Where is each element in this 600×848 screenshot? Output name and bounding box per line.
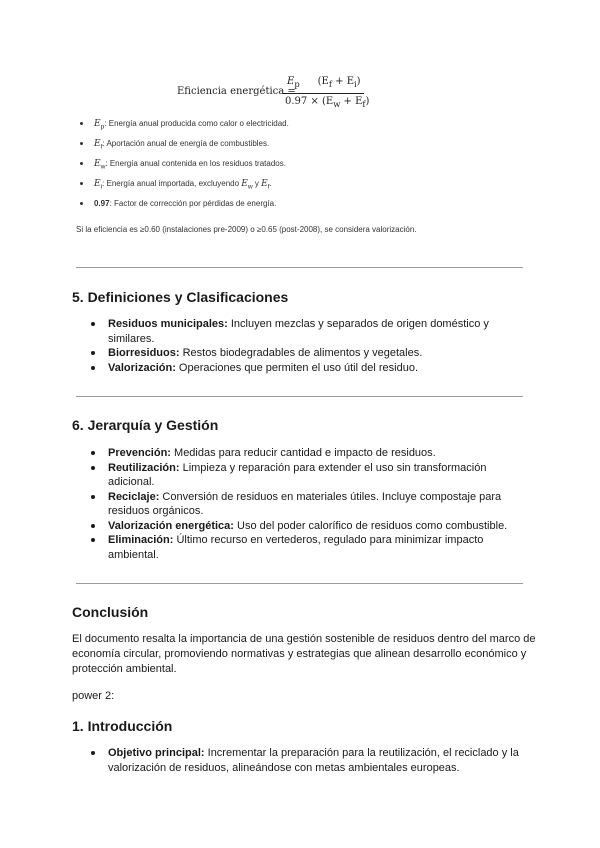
formula-num-b: (E: [317, 76, 329, 87]
item-text: Uso del poder calorífico de residuos como combustible.: [233, 519, 508, 532]
term-text: : Aportación anual de energía de combustibles.: [102, 139, 270, 148]
item-term: Residuos municipales:: [108, 318, 228, 330]
list-item: [0, 533, 600, 562]
item-text: Operaciones que permiten el uso útil del residuo.: [175, 361, 418, 374]
section-6-title: 6. Jerarquía y Gestión: [72, 417, 219, 433]
list-item: [0, 746, 600, 775]
item-term: Valorización:: [108, 361, 176, 374]
term-sub: w: [100, 163, 106, 171]
term-sub: p: [100, 123, 105, 131]
formula-num-c: + E: [331, 76, 354, 87]
term-text: : Energía anual producida como calor o electricidad.: [104, 119, 289, 128]
item-term: Reutilización:: [108, 461, 180, 474]
term-symbol: E: [94, 159, 101, 169]
bullet: [80, 142, 83, 145]
item-term: Objetivo principal:: [108, 747, 205, 759]
list-item: [0, 317, 600, 346]
item-text: Medidas para reducir cantidad e impacto de residuos.: [170, 447, 436, 459]
bullet: [80, 202, 83, 205]
list-item: [0, 461, 600, 490]
formula-den-b: + E: [340, 96, 363, 107]
item-text: Limpieza y reparación para extender el uso sin transformación adicional.: [108, 461, 487, 488]
term-symbol: E: [94, 139, 101, 149]
item-text: Conversión de residuos en materiales útiles. Incluye compostaje para residuos orgánicos.: [108, 490, 502, 517]
bullet: [80, 122, 83, 125]
term-tail-b-sub: f: [267, 183, 270, 191]
formula-den-b-sub: f: [362, 99, 366, 109]
section-1-list: [0, 746, 600, 775]
formula-num-a-sub: p: [294, 79, 300, 89]
list-item: [0, 361, 600, 376]
term-symbol: E: [94, 179, 101, 189]
efficiency-formula: [0, 76, 600, 112]
term-symbol: E: [94, 119, 101, 129]
item-text: Incluyen mezclas y separados de origen doméstico y similares.: [108, 318, 489, 345]
formula-lhs: Eficiencia energética =: [177, 86, 296, 97]
divider: [76, 583, 523, 584]
list-item: [0, 446, 600, 461]
item-term: Eliminación:: [108, 534, 174, 546]
item-term: Reciclaje:: [108, 490, 160, 503]
item-text: Restos biodegradables de alimentos y vegetales.: [179, 347, 423, 359]
formula-num-d: ): [356, 76, 361, 87]
formula-den-a-sub: w: [333, 99, 341, 109]
formula-note: Si la eficiencia es ≥0.60 (instalaciones pre-2009) o ≥0.65 (post-2008), se considera valorización.: [76, 225, 417, 234]
term-text: : Energía anual importada, excluyendo: [102, 179, 242, 188]
term-tail-b: E: [261, 179, 268, 189]
term-tail-end: .: [269, 179, 272, 188]
formula-den-a: 0.97 × (E: [285, 96, 334, 107]
list-item: [0, 519, 600, 534]
bullet: [80, 162, 83, 165]
list-item: [0, 490, 600, 519]
formula-den-c: ): [365, 96, 370, 107]
item-term: Valorización energética:: [108, 519, 234, 532]
formula-num-b-sub: f: [328, 79, 332, 89]
term-sub: f: [100, 143, 103, 151]
conclusion-text: El documento resalta la importancia de una gestión sostenible de residuos dentro del marco de economía circular, promoviendo normativas y estrategias que alinean desarrollo económico y protección ambiental.: [72, 633, 536, 675]
item-term: Prevención:: [108, 447, 171, 459]
power-label: power 2:: [72, 690, 115, 702]
term-tail-a: E: [241, 179, 248, 189]
term-text: : Energía anual contenida en los residuos tratados.: [105, 159, 286, 168]
formula-num-a: E: [287, 76, 295, 87]
section-5-title: 5. Definiciones y Clasificaciones: [72, 289, 289, 305]
formula-numerator: [287, 76, 361, 89]
term-text: : Factor de corrección por pérdidas de energía.: [109, 199, 277, 208]
section-5-list: [0, 317, 600, 375]
item-text: Incrementar la preparación para la reutilización, el reciclado y la valorización de residuos, alineándose con metas ambientales europeas.: [108, 747, 519, 774]
list-item: [0, 346, 600, 361]
fraction-bar: [283, 93, 364, 94]
formula-denominator: [285, 96, 369, 109]
bullet: [80, 182, 83, 185]
item-term: Biorresiduos:: [108, 347, 180, 359]
section-6-list: [0, 446, 600, 562]
term-tail-a-sub: w: [247, 183, 253, 191]
term-tail-mid: y: [252, 179, 262, 188]
formula-num-c-sub: i: [354, 79, 357, 89]
conclusion-title: Conclusión: [72, 604, 149, 620]
divider: [76, 396, 523, 397]
divider: [76, 267, 523, 268]
term-sub: i: [100, 183, 103, 191]
item-text: Último recurso en vertederos, regulado para minimizar impacto ambiental.: [108, 534, 484, 561]
section-1-title: 1. Introducción: [72, 718, 173, 734]
term-symbol: 0.97: [94, 199, 110, 208]
